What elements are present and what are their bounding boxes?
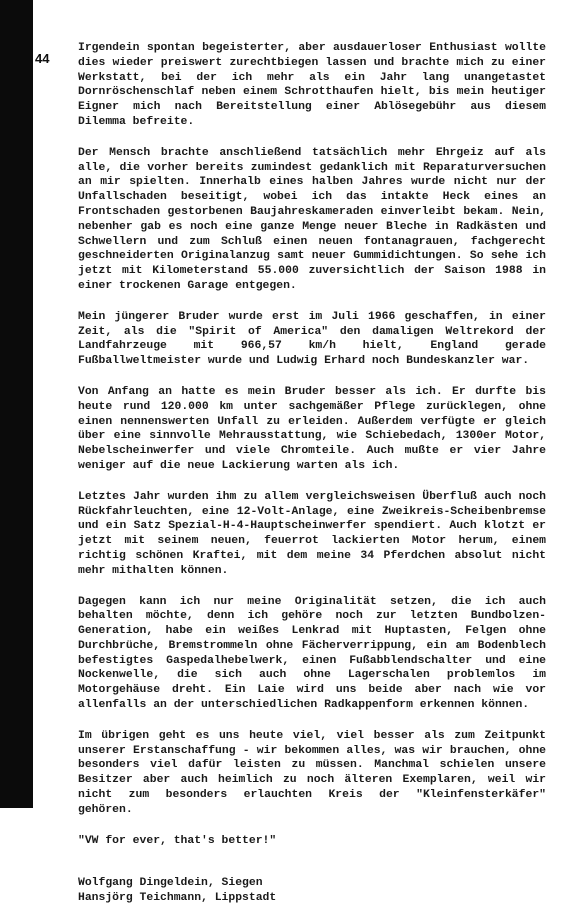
signature-line-1: Wolfgang Dingeldein, Siegen bbox=[78, 877, 263, 890]
paragraph-5: Letztes Jahr wurden ihm zu allem vergleichsweisen Überfluß auch noch Rückfahrleuchten, eine 12-Volt-Anlage, eine Zweikreis-Scheibenbremse und ein Satz Spezial-H-4-Hauptscheinwerfer spendiert. Auch klotzt er jetzt mit seinem neuen, feuerrot lackierten Motor herum, einem richtig schönen Kraftei, mit dem meine 34 Pferdchen absolut nicht mehr mithalten können. bbox=[78, 490, 546, 577]
paragraph-6: Dagegen kann ich nur meine Originalität setzen, die ich auch behalten möchte, denn ich gehöre noch zur letzten Bundbolzen-Generation, habe ein weißes Lenkrad mit Huptasten, Felgen ohne Durchbrüche, Bremstrommeln ohne Fächerverrippung, ein am Bodenblech befestigtes Gaspedalhebelwerk, einen Fußabblendschalter und eine Nockenwelle, die sich auch ohne Lagerschalen problemlos im Motorgehäuse dreht. Ein Laie wird uns beide aber nach wie vor allenfalls an der unterschiedlichen Radkappenform erkennen können. bbox=[78, 595, 546, 712]
article-body bbox=[78, 41, 546, 906]
paragraph-2: Der Mensch brachte anschließend tatsächlich mehr Ehrgeiz auf als alle, die vorher bereits zumindest gedanklich mit Reparaturversuchen an mir spielten. Innerhalb eines halben Jahres wurde nicht nur der Unfallschaden beseitigt, wobei ich das intakte Heck eines an Frontschaden gestorbenen Baujahreskameraden einverleibt bekam. Nein, nebenher gab es noch eine ganze Menge neuer Bleche in Radkästen und Schwellern und zum Schluß einen neuen fontanagrauen, fachgerecht geschneiderten Originalanzug samt neuer Gummidichtungen. So sehe ich jetzt mit Kilometerstand 55.000 zuversichtlich der Saison 1988 in einer trockenen Garage entgegen. bbox=[78, 146, 546, 292]
page-number: 44 bbox=[35, 51, 50, 66]
paragraph-3: Mein jüngerer Bruder wurde erst im Juli 1966 geschaffen, in einer Zeit, als die "Spirit of America" den damaligen Weltrekord der Landfahrzeuge mit 966,57 km/h hielt, England gerade Fußballweltmeister wurde und Ludwig Erhard noch Bundeskanzler war. bbox=[78, 310, 546, 368]
closing-quote: "VW for ever, that's better!" bbox=[78, 834, 277, 847]
paragraph-1: Irgendein spontan begeisterter, aber ausdauerloser Enthusiast wollte dies wieder preiswert zurechtbiegen lassen und brachte mich zu einer Werkstatt, bei der ich mehr als ein Jahr lang unangetastet Dornröschenschlaf neben einem Schrotthaufen hielt, bis mein heutiger Eigner mich nach Bereitstellung einer Ablösegebühr aus diesem Dilemma befreite. bbox=[78, 42, 546, 128]
signature-block bbox=[78, 876, 546, 906]
signature-line-2: Hansjörg Teichmann, Lippstadt bbox=[78, 892, 277, 905]
paragraph-4: Von Anfang an hatte es mein Bruder besser als ich. Er durfte bis heute rund 120.000 km unter sachgemäßer Pflege zurücklegen, ohne einen nennenswerten Unfall zu erleiden. Außerdem verfügte er gleich über eine sinnvolle Mehrausstattung, wie Schiebedach, 1300er Motor, Nebelscheinwerfer und viele Chromteile. Auch mußte er vier Jahre weniger auf die neue Lackierung warten als ich. bbox=[78, 385, 546, 472]
page-edge-shadow bbox=[0, 0, 33, 808]
paragraph-7: Im übrigen geht es uns heute viel, viel besser als zum Zeitpunkt unserer Erstanschaffung - wir bekommen alles, was wir brauchen, ohne besonders viel dafür leisten zu müssen. Manchmal schielen unsere Besitzer aber auch heimlich zu noch älteren Exemplaren, weil wir nicht zum besonders erlauchten Kreis der "Kleinfensterkäfer" gehören. bbox=[78, 729, 546, 816]
